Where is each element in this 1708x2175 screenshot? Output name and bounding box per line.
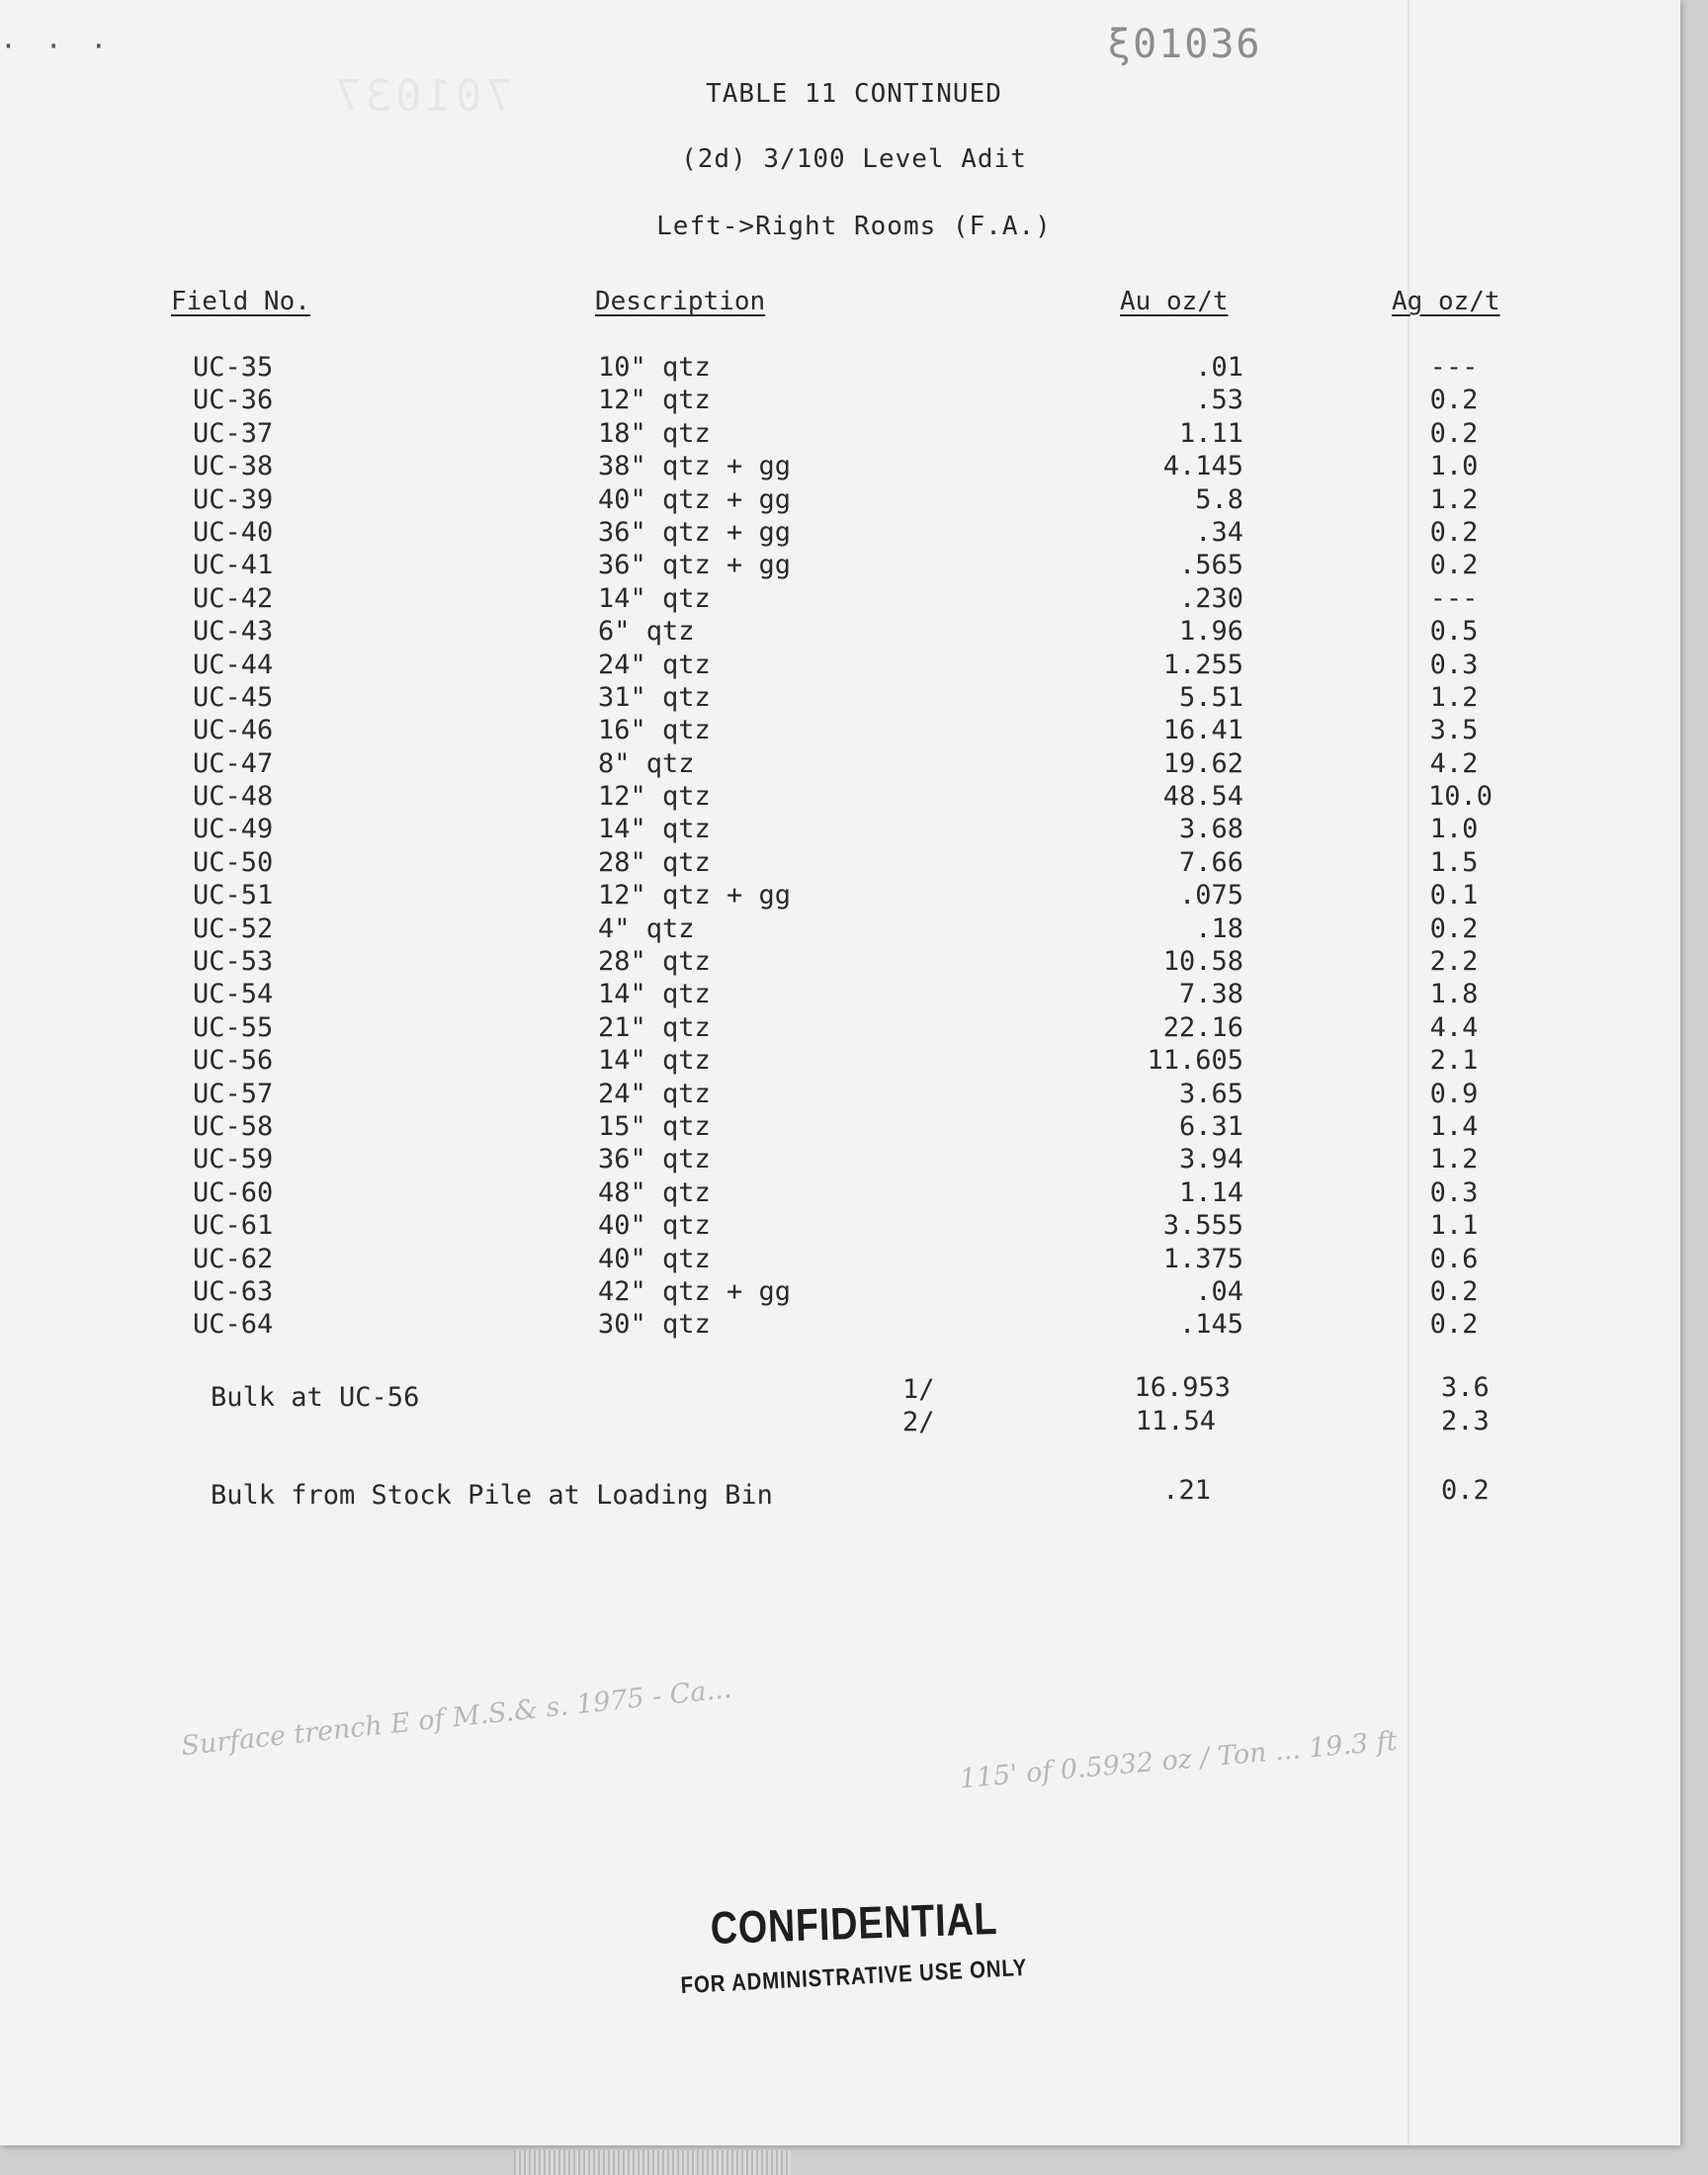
field-no-cell: UC-38 bbox=[193, 451, 274, 482]
description-cell: 14" qtz bbox=[598, 814, 711, 845]
description-cell: 40" qtz bbox=[598, 1243, 711, 1274]
description-cell: 31" qtz bbox=[598, 681, 711, 713]
table-subtitle: (2d) 3/100 Level Adit bbox=[681, 144, 1027, 174]
field-no-cell: UC-55 bbox=[193, 1011, 274, 1043]
table-row bbox=[0, 780, 1708, 813]
ag-cell: 0.1 bbox=[1429, 880, 1479, 912]
au-cell: 7.66 bbox=[1178, 846, 1243, 878]
table-row bbox=[0, 978, 1708, 1010]
description-cell: 8" qtz bbox=[598, 747, 695, 779]
sample-table bbox=[0, 351, 1708, 1342]
au-cell: 1.96 bbox=[1178, 616, 1243, 648]
description-cell: 12" qtz bbox=[598, 385, 711, 416]
au-cell: .34 bbox=[1195, 516, 1243, 548]
description-cell: 12" qtz + gg bbox=[598, 880, 792, 912]
au-cell: 11.605 bbox=[1147, 1045, 1243, 1077]
field-no-cell: UC-64 bbox=[193, 1309, 274, 1341]
field-no-cell: UC-46 bbox=[193, 715, 274, 746]
au-cell: 10.58 bbox=[1162, 946, 1243, 978]
description-cell: 24" qtz bbox=[598, 649, 711, 680]
table-row bbox=[0, 351, 1708, 384]
ag-cell: 0.2 bbox=[1429, 385, 1479, 416]
au-cell: 5.51 bbox=[1178, 681, 1243, 713]
field-no-cell: UC-54 bbox=[193, 979, 274, 1010]
au-cell: 1.255 bbox=[1162, 649, 1243, 680]
bulk-uc56-ag-2: 2.3 bbox=[1441, 1406, 1490, 1436]
field-no-cell: UC-57 bbox=[193, 1078, 274, 1109]
field-no-cell: UC-61 bbox=[193, 1210, 274, 1242]
ag-cell: 0.9 bbox=[1429, 1078, 1479, 1109]
bulk-uc56-au-1: 16.953 bbox=[1134, 1372, 1231, 1403]
table-row bbox=[0, 417, 1708, 450]
field-no-cell: UC-44 bbox=[193, 649, 274, 680]
ag-cell: 3.5 bbox=[1429, 715, 1479, 746]
bulk-stockpile-label: Bulk from Stock Pile at Loading Bin bbox=[211, 1480, 773, 1511]
au-cell: .01 bbox=[1195, 352, 1243, 383]
table-row bbox=[0, 649, 1708, 681]
description-cell: 42" qtz + gg bbox=[598, 1275, 792, 1307]
ag-cell: 0.5 bbox=[1429, 616, 1479, 648]
au-cell: .565 bbox=[1178, 550, 1243, 581]
table-title: TABLE 11 CONTINUED bbox=[706, 79, 1002, 109]
table-row bbox=[0, 384, 1708, 416]
au-cell: 1.11 bbox=[1178, 417, 1243, 449]
confidential-stamp-subtext: FOR ADMINISTRATIVE USE ONLY bbox=[680, 1954, 1028, 2000]
au-cell: 1.14 bbox=[1178, 1176, 1243, 1208]
description-cell: 14" qtz bbox=[598, 582, 711, 614]
au-cell: 19.62 bbox=[1162, 747, 1243, 779]
table-section: Left->Right Rooms (F.A.) bbox=[656, 212, 1052, 241]
au-cell: 7.38 bbox=[1178, 979, 1243, 1010]
description-cell: 10" qtz bbox=[598, 352, 711, 383]
ag-cell: --- bbox=[1429, 352, 1479, 383]
bulk-stockpile-au: .21 bbox=[1162, 1475, 1211, 1506]
table-row bbox=[0, 615, 1708, 648]
ag-cell: 4.4 bbox=[1429, 1011, 1479, 1043]
field-no-cell: UC-48 bbox=[193, 781, 274, 813]
table-row bbox=[0, 846, 1708, 879]
au-cell: 1.375 bbox=[1162, 1243, 1243, 1274]
ag-cell: 1.1 bbox=[1429, 1210, 1479, 1242]
field-no-cell: UC-60 bbox=[193, 1176, 274, 1208]
au-cell: .18 bbox=[1195, 913, 1243, 944]
ag-cell: 1.0 bbox=[1429, 814, 1479, 845]
ag-cell: 0.3 bbox=[1429, 649, 1479, 680]
field-no-cell: UC-62 bbox=[193, 1243, 274, 1274]
au-cell: .230 bbox=[1178, 582, 1243, 614]
field-no-cell: UC-52 bbox=[193, 913, 274, 944]
table-row bbox=[0, 1243, 1708, 1275]
bulk-uc56-ag-1: 3.6 bbox=[1441, 1372, 1490, 1403]
table-row bbox=[0, 582, 1708, 615]
description-cell: 48" qtz bbox=[598, 1176, 711, 1208]
table-row bbox=[0, 516, 1708, 549]
au-cell: .075 bbox=[1178, 880, 1243, 912]
table-row bbox=[0, 913, 1708, 945]
ag-cell: 1.8 bbox=[1429, 979, 1479, 1010]
bulk-uc56-au-2: 11.54 bbox=[1135, 1406, 1216, 1436]
field-no-cell: UC-58 bbox=[193, 1110, 274, 1142]
ag-cell: 1.2 bbox=[1429, 681, 1479, 713]
field-no-cell: UC-42 bbox=[193, 582, 274, 614]
field-no-cell: UC-40 bbox=[193, 516, 274, 548]
field-no-cell: UC-47 bbox=[193, 747, 274, 779]
scan-specks: · · · bbox=[0, 30, 114, 62]
ag-cell: 2.2 bbox=[1429, 946, 1479, 978]
scanner-edge-mark bbox=[514, 2150, 791, 2175]
handwritten-note-line-1: Surface trench E of M.S.& s. 1975 - Ca... bbox=[179, 1673, 733, 1763]
ag-cell: 0.3 bbox=[1429, 1176, 1479, 1208]
ag-cell: 0.2 bbox=[1429, 1275, 1479, 1307]
table-row bbox=[0, 450, 1708, 482]
table-row bbox=[0, 945, 1708, 978]
table-row bbox=[0, 1078, 1708, 1110]
description-cell: 18" qtz bbox=[598, 417, 711, 449]
description-cell: 6" qtz bbox=[598, 616, 695, 648]
field-no-cell: UC-45 bbox=[193, 681, 274, 713]
field-no-cell: UC-36 bbox=[193, 385, 274, 416]
field-no-cell: UC-53 bbox=[193, 946, 274, 978]
bulk-uc56-note-2: 2/ bbox=[902, 1407, 935, 1437]
document-number: ξ01036 bbox=[1107, 22, 1262, 67]
table-row bbox=[0, 747, 1708, 780]
description-cell: 14" qtz bbox=[598, 1045, 711, 1077]
table-row bbox=[0, 1011, 1708, 1044]
column-header-au: Au oz/t bbox=[1120, 287, 1229, 316]
description-cell: 15" qtz bbox=[598, 1110, 711, 1142]
description-cell: 28" qtz bbox=[598, 846, 711, 878]
ag-cell: 1.2 bbox=[1429, 1144, 1479, 1175]
ag-cell: 1.5 bbox=[1429, 846, 1479, 878]
description-cell: 40" qtz + gg bbox=[598, 483, 792, 515]
bulk-stockpile-ag: 0.2 bbox=[1441, 1475, 1490, 1506]
description-cell: 40" qtz bbox=[598, 1210, 711, 1242]
au-cell: 22.16 bbox=[1162, 1011, 1243, 1043]
description-cell: 12" qtz bbox=[598, 781, 711, 813]
column-header-ag: Ag oz/t bbox=[1392, 287, 1500, 316]
table-row bbox=[0, 549, 1708, 581]
ag-cell: 0.6 bbox=[1429, 1243, 1479, 1274]
field-no-cell: UC-56 bbox=[193, 1045, 274, 1077]
table-row bbox=[0, 1110, 1708, 1143]
ag-cell: 0.2 bbox=[1429, 1309, 1479, 1341]
ag-cell: 0.2 bbox=[1429, 516, 1479, 548]
description-cell: 38" qtz + gg bbox=[598, 451, 792, 482]
table-row bbox=[0, 681, 1708, 714]
table-row bbox=[0, 879, 1708, 912]
au-cell: .53 bbox=[1195, 385, 1243, 416]
field-no-cell: UC-39 bbox=[193, 483, 274, 515]
field-no-cell: UC-50 bbox=[193, 846, 274, 878]
field-no-cell: UC-49 bbox=[193, 814, 274, 845]
table-row bbox=[0, 1209, 1708, 1242]
bulk-uc56-note-1: 1/ bbox=[902, 1374, 935, 1405]
au-cell: 48.54 bbox=[1162, 781, 1243, 813]
handwritten-note-line-2: 115' of 0.5932 oz / Ton ... 19.3 ft bbox=[958, 1725, 1399, 1795]
field-no-cell: UC-51 bbox=[193, 880, 274, 912]
au-cell: 4.145 bbox=[1162, 451, 1243, 482]
bulk-uc56-label: Bulk at UC-56 bbox=[211, 1382, 420, 1413]
table-row bbox=[0, 1044, 1708, 1077]
au-cell: 6.31 bbox=[1178, 1110, 1243, 1142]
table-row bbox=[0, 483, 1708, 516]
description-cell: 36" qtz + gg bbox=[598, 550, 792, 581]
description-cell: 24" qtz bbox=[598, 1078, 711, 1109]
bleed-through-number: 701037 bbox=[331, 71, 512, 122]
description-cell: 4" qtz bbox=[598, 913, 695, 944]
table-row bbox=[0, 1308, 1708, 1341]
table-row bbox=[0, 1143, 1708, 1175]
table-row bbox=[0, 1275, 1708, 1308]
description-cell: 36" qtz bbox=[598, 1144, 711, 1175]
description-cell: 16" qtz bbox=[598, 715, 711, 746]
ag-cell: 0.2 bbox=[1429, 417, 1479, 449]
confidential-stamp: CONFIDENTIAL bbox=[709, 1891, 999, 1955]
ag-cell: 1.4 bbox=[1429, 1110, 1479, 1142]
field-no-cell: UC-41 bbox=[193, 550, 274, 581]
table-row bbox=[0, 714, 1708, 746]
au-cell: 3.555 bbox=[1162, 1210, 1243, 1242]
ag-cell: 2.1 bbox=[1429, 1045, 1479, 1077]
field-no-cell: UC-43 bbox=[193, 616, 274, 648]
description-cell: 14" qtz bbox=[598, 979, 711, 1010]
field-no-cell: UC-59 bbox=[193, 1144, 274, 1175]
au-cell: 3.65 bbox=[1178, 1078, 1243, 1109]
au-cell: 5.8 bbox=[1195, 483, 1243, 515]
description-cell: 21" qtz bbox=[598, 1011, 711, 1043]
description-cell: 30" qtz bbox=[598, 1309, 711, 1341]
ag-cell: 10.0 bbox=[1428, 781, 1494, 813]
field-no-cell: UC-63 bbox=[193, 1275, 274, 1307]
au-cell: 16.41 bbox=[1162, 715, 1243, 746]
field-no-cell: UC-35 bbox=[193, 352, 274, 383]
au-cell: 3.94 bbox=[1178, 1144, 1243, 1175]
description-cell: 28" qtz bbox=[598, 946, 711, 978]
table-row bbox=[0, 813, 1708, 845]
column-header-description: Description bbox=[595, 287, 766, 316]
ag-cell: 1.2 bbox=[1429, 483, 1479, 515]
table-row bbox=[0, 1176, 1708, 1209]
ag-cell: 0.2 bbox=[1429, 913, 1479, 944]
column-header-field-no: Field No. bbox=[171, 287, 310, 316]
ag-cell: 1.0 bbox=[1429, 451, 1479, 482]
ag-cell: 4.2 bbox=[1429, 747, 1479, 779]
field-no-cell: UC-37 bbox=[193, 417, 274, 449]
ag-cell: 0.2 bbox=[1429, 550, 1479, 581]
ag-cell: --- bbox=[1429, 582, 1479, 614]
au-cell: .145 bbox=[1178, 1309, 1243, 1341]
au-cell: 3.68 bbox=[1178, 814, 1243, 845]
description-cell: 36" qtz + gg bbox=[598, 516, 792, 548]
au-cell: .04 bbox=[1195, 1275, 1243, 1307]
